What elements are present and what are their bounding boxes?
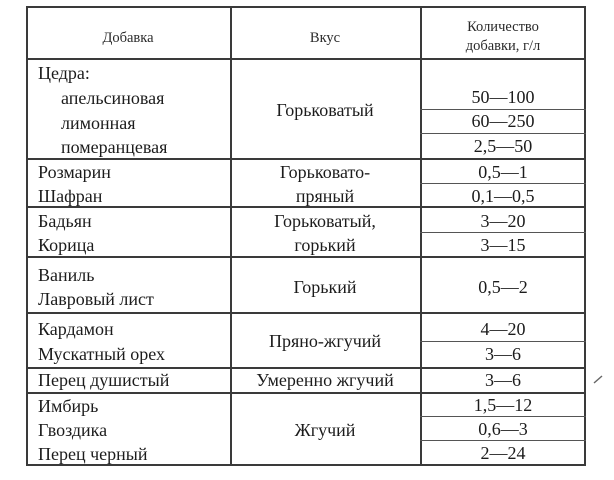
additive-name: Бадьян bbox=[38, 211, 92, 231]
additive-name: Шафран bbox=[38, 186, 103, 206]
header-taste: Вкус bbox=[309, 30, 341, 46]
amount-value: 1,5—12 bbox=[473, 395, 533, 415]
additive-name: Розмарин bbox=[38, 162, 111, 182]
column-divider bbox=[420, 6, 422, 466]
additive-name: Цедра: bbox=[38, 63, 90, 83]
amount-subdivider bbox=[420, 133, 586, 134]
amount-value: 4—20 bbox=[480, 319, 526, 339]
additive-name: померанцевая bbox=[61, 137, 168, 157]
row-divider bbox=[26, 256, 586, 258]
amount-value: 0,5—1 bbox=[478, 162, 528, 182]
taste-label: Умеренно жгучий bbox=[256, 370, 394, 390]
amount-value: 3—6 bbox=[485, 344, 521, 364]
amount-value: 3—6 bbox=[485, 370, 521, 390]
row-divider bbox=[26, 158, 586, 160]
taste-label: Горький bbox=[293, 277, 357, 297]
amount-value: 0,6—3 bbox=[478, 419, 528, 439]
additive-name: Кардамон bbox=[38, 319, 114, 339]
amount-value: 60—250 bbox=[471, 111, 535, 131]
amount-value: 50—100 bbox=[471, 87, 535, 107]
table-top-border bbox=[26, 6, 586, 8]
additive-name: апельсиновая bbox=[61, 88, 165, 108]
taste-label: Горьковатый bbox=[276, 100, 374, 120]
additive-name: Перец черный bbox=[38, 444, 148, 464]
additive-name: Лавровый лист bbox=[38, 289, 154, 309]
amount-value: 3—20 bbox=[480, 211, 526, 231]
amount-subdivider bbox=[420, 232, 586, 233]
header-amount-line2: добавки, г/л bbox=[465, 38, 541, 54]
amount-subdivider bbox=[420, 416, 586, 417]
additive-name: Перец душистый bbox=[38, 370, 170, 390]
amount-value: 3—15 bbox=[480, 235, 526, 255]
header-additive: Добавка bbox=[102, 30, 154, 46]
amount-value: 0,5—2 bbox=[478, 277, 528, 297]
table-left-border bbox=[26, 6, 28, 466]
amount-value: 0,1—0,5 bbox=[471, 186, 535, 206]
taste-label: горький bbox=[294, 235, 356, 255]
table-right-border bbox=[584, 6, 586, 466]
amount-value: 2—24 bbox=[480, 443, 526, 463]
amount-value: 2,5—50 bbox=[473, 136, 533, 156]
amount-subdivider bbox=[420, 183, 586, 184]
taste-label: Жгучий bbox=[294, 420, 356, 440]
additive-name: Ваниль bbox=[38, 265, 95, 285]
amount-subdivider bbox=[420, 440, 586, 441]
column-divider bbox=[230, 6, 232, 466]
taste-label: Горьковатый, bbox=[274, 211, 376, 231]
header-amount-line1: Количество bbox=[467, 19, 539, 35]
taste-label: Горьковато- bbox=[279, 162, 371, 182]
additive-name: Мускатный орех bbox=[38, 344, 166, 364]
scan-mark-icon bbox=[592, 373, 604, 385]
header-bottom-border bbox=[26, 58, 586, 60]
additive-name: Имбирь bbox=[38, 396, 99, 416]
additive-name: лимонная bbox=[61, 113, 136, 133]
amount-subdivider bbox=[420, 341, 586, 342]
additive-name: Корица bbox=[38, 235, 95, 255]
row-divider bbox=[26, 312, 586, 314]
taste-label: Пряно-жгучий bbox=[268, 331, 382, 351]
taste-label: пряный bbox=[295, 186, 355, 206]
additive-name: Гвоздика bbox=[38, 420, 108, 440]
